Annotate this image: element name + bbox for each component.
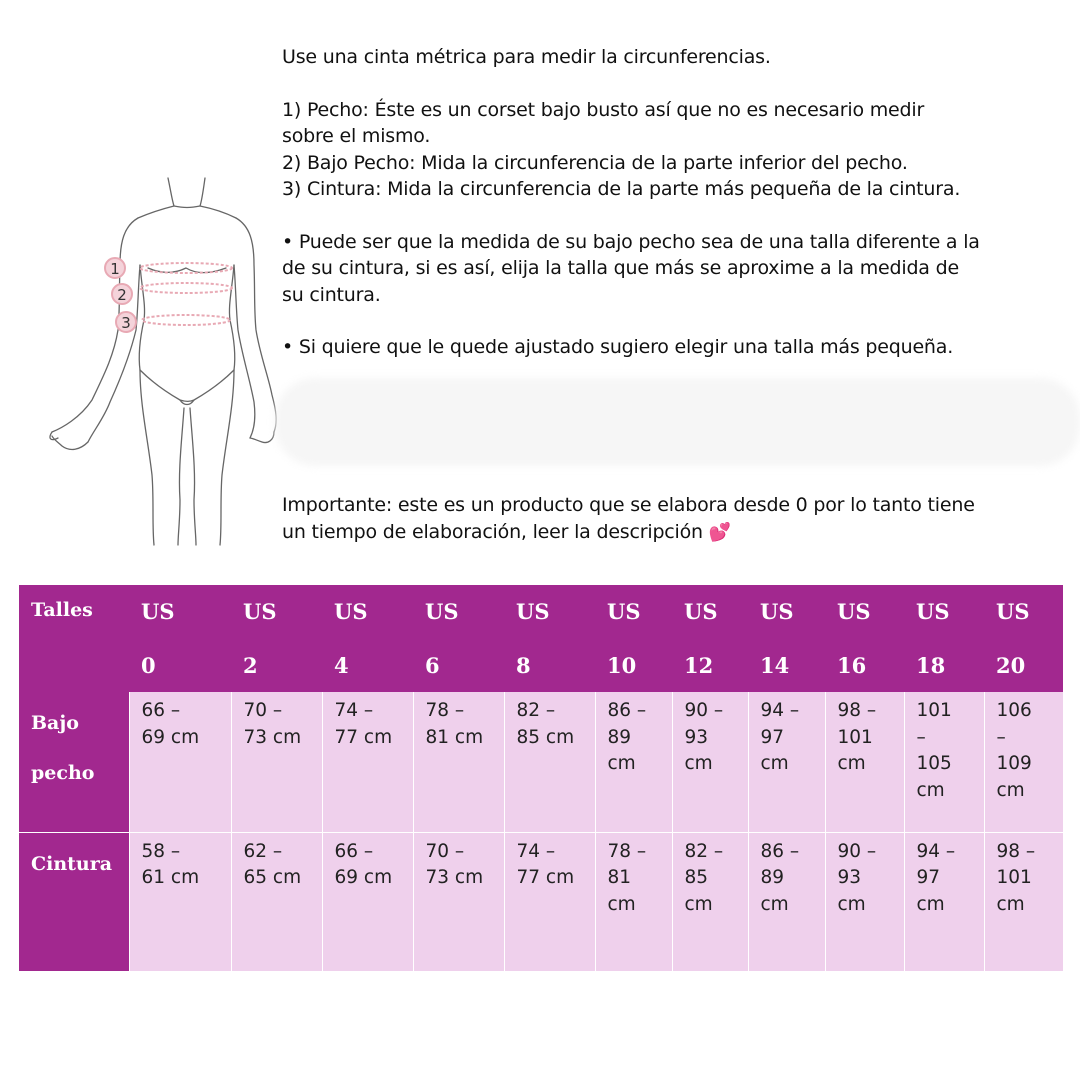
row-label-cintura: Cintura [19, 832, 129, 971]
erased-area [275, 378, 1080, 466]
note-line: su cintura. [282, 283, 381, 306]
marker-2 [112, 284, 132, 304]
size-header: US 12 [672, 585, 748, 692]
measurement-cell: 74 – 77 cm [504, 832, 595, 971]
measurement-cell: 66 – 69 cm [129, 692, 231, 832]
measurement-cell: 78 – 81 cm [413, 692, 504, 832]
row-label-bajo-pecho: Bajo pecho [19, 692, 129, 832]
size-header-row [19, 585, 1063, 692]
size-header: US 2 [231, 585, 322, 692]
measurement-cell: 78 – 81 cm [595, 832, 672, 971]
measurement-cell: 98 – 101 cm [825, 692, 904, 832]
measurement-cell: 66 – 69 cm [322, 832, 413, 971]
size-header: US 18 [904, 585, 984, 692]
intro-text: Use una cinta métrica para medir la circunferencias. [282, 46, 771, 68]
measurement-instructions [282, 44, 1072, 361]
measurement-cell: 86 – 89 cm [748, 832, 825, 971]
measurement-cell: 70 – 73 cm [413, 832, 504, 971]
measurement-cell: 58 – 61 cm [129, 832, 231, 971]
size-header: US 6 [413, 585, 504, 692]
size-header: US 20 [984, 585, 1063, 692]
step-line: 1) Pecho: Éste es un corset bajo busto así que no es necesario medir [282, 98, 925, 121]
important-notice [282, 492, 1072, 546]
body-measurement-figure [40, 170, 280, 550]
measurement-cell: 82 – 85 cm [672, 832, 748, 971]
size-header: US 10 [595, 585, 672, 692]
step-line: sobre el mismo. [282, 125, 431, 147]
size-header-label: Talles [19, 585, 129, 692]
important-line-2: un tiempo de elaboración, leer la descripción 💕 [282, 520, 731, 543]
measurement-cell: 106 – 109 cm [984, 692, 1063, 832]
bajo-pecho-row [19, 692, 1063, 832]
size-header: US 8 [504, 585, 595, 692]
size-header: US 14 [748, 585, 825, 692]
measurement-cell: 90 – 93 cm [672, 692, 748, 832]
important-line: Importante: este es un producto que se elabora desde 0 por lo tanto tiene [282, 494, 975, 516]
size-chart-table [19, 585, 1063, 971]
measurement-cell: 70 – 73 cm [231, 692, 322, 832]
svg-text:1: 1 [110, 260, 120, 278]
svg-text:3: 3 [121, 314, 131, 332]
hearts-icon: 💕 [708, 521, 731, 543]
measurement-cell: 101 – 105 cm [904, 692, 984, 832]
marker-3 [116, 312, 136, 332]
marker-1 [105, 258, 125, 278]
size-header: US 16 [825, 585, 904, 692]
measurement-cell: 62 – 65 cm [231, 832, 322, 971]
measurement-cell: 82 – 85 cm [504, 692, 595, 832]
measurement-cell: 90 – 93 cm [825, 832, 904, 971]
note-line: • Si quiere que le quede ajustado sugiero elegir una talla más pequeña. [282, 336, 954, 358]
svg-text:2: 2 [117, 286, 127, 304]
note-line: • Puede ser que la medida de su bajo pecho sea de una talla diferente a la [282, 230, 980, 253]
step-line: 2) Bajo Pecho: Mida la circunferencia de la parte inferior del pecho. [282, 151, 908, 174]
cintura-row [19, 832, 1063, 971]
size-header: US 0 [129, 585, 231, 692]
size-header: US 4 [322, 585, 413, 692]
measurement-cell: 74 – 77 cm [322, 692, 413, 832]
step-line: 3) Cintura: Mida la circunferencia de la parte más pequeña de la cintura. [282, 178, 961, 200]
measurement-cell: 98 – 101 cm [984, 832, 1063, 971]
measurement-cell: 94 – 97 cm [748, 692, 825, 832]
measurement-cell: 86 – 89 cm [595, 692, 672, 832]
note-line: de su cintura, si es así, elija la talla que más se aproxime a la medida de [282, 257, 959, 279]
measurement-cell: 94 – 97 cm [904, 832, 984, 971]
